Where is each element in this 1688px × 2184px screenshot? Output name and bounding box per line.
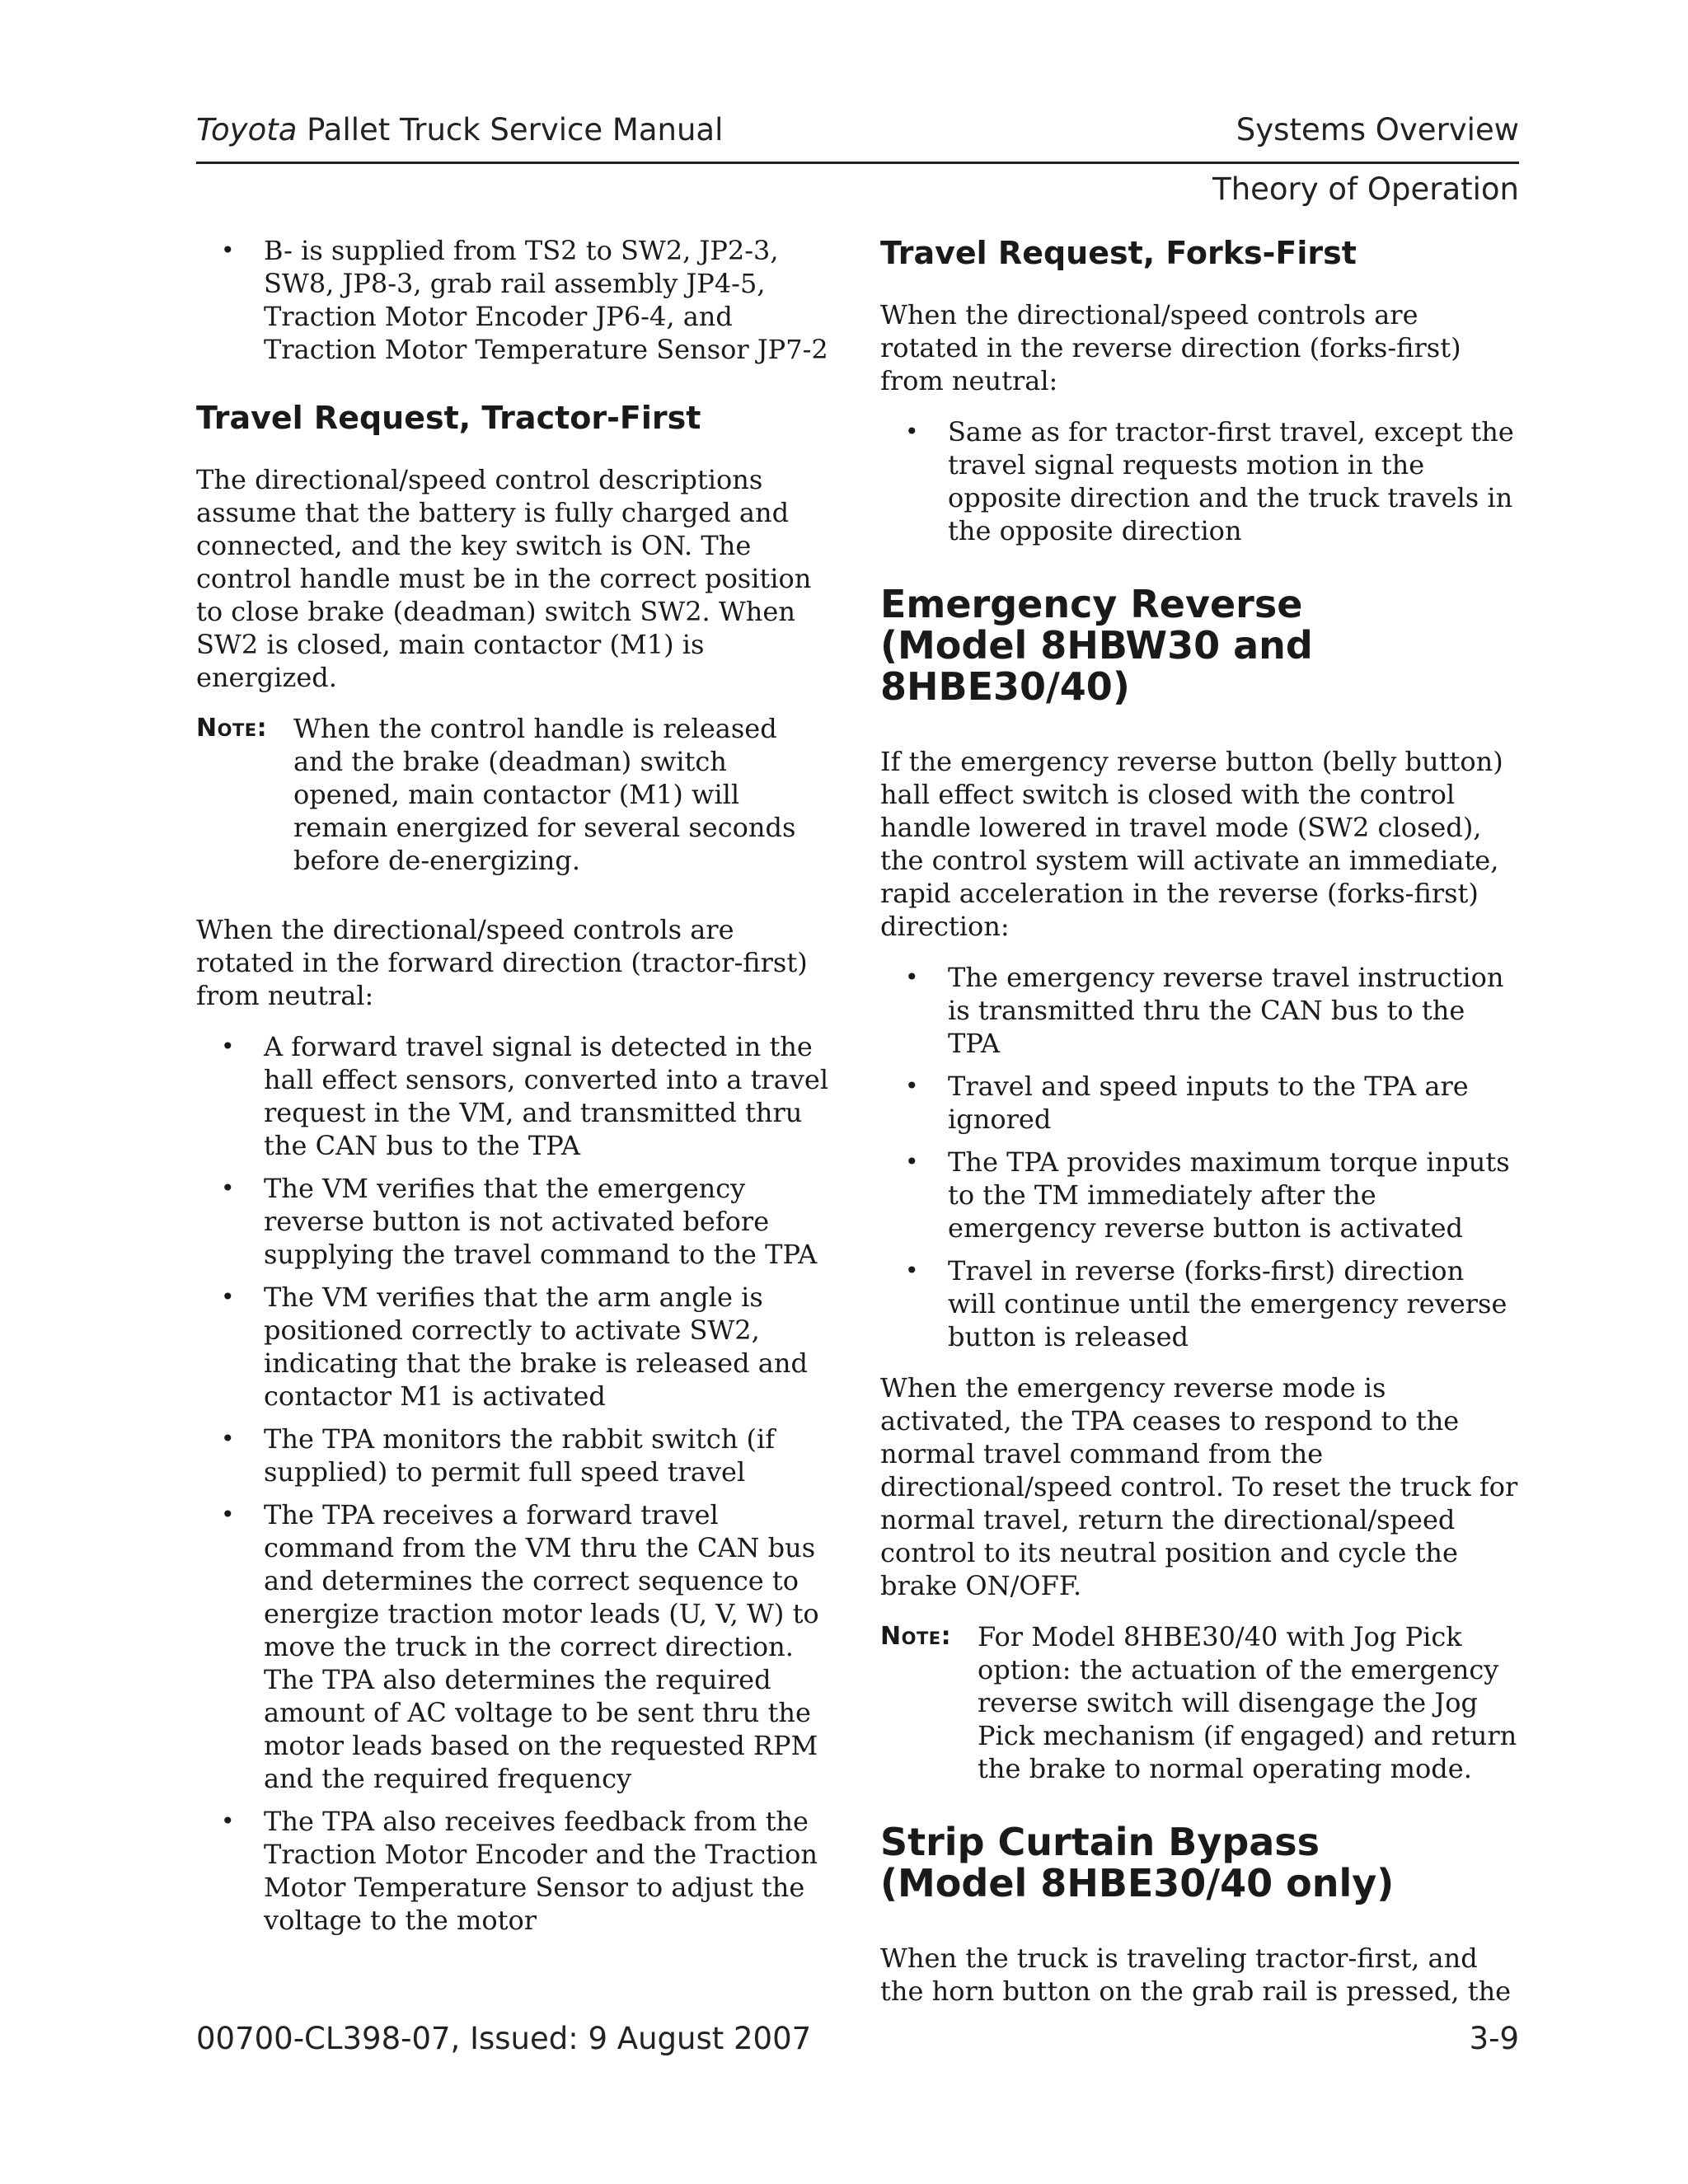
heading-line: Strip Curtain Bypass (880, 1820, 1320, 1864)
left-column (196, 234, 831, 1955)
paragraph: When the emergency reverse mode is activated, the TPA ceases to respond to the normal travel command from the directional/speed control. To reset the truck for normal travel, return the directional/speed control to its neutral position and cycle the brake ON/OFF. (880, 1372, 1518, 1601)
note-text: When the control handle is released and the brake (deadman) switch opened, main contactor (M1) will remain energized for several seconds before de-energizing. (293, 713, 796, 876)
intro-bullet-list (196, 234, 831, 366)
note (880, 1620, 1519, 1785)
running-header-title (196, 112, 723, 148)
heading-line: 8HBE30/40) (880, 664, 1130, 709)
list-item-text: Travel and speed inputs to the TPA are ignored (948, 1071, 1469, 1135)
paragraph: When the truck is traveling tractor-first, and the horn button on the grab rail is pressed, the (880, 1943, 1512, 2007)
note-label: Note: (196, 714, 268, 743)
paragraph: When the directional/speed controls are rotated in the forward direction (tractor-first) from neutral: (196, 914, 808, 1011)
paragraph: The directional/speed control descriptions assume that the battery is fully charged and connected, and the key switch is ON. The control handle must be in the correct position to close brake (deadman) switch SW2. When SW2 is closed, main contactor (M1) is energized. (196, 464, 812, 693)
list-item-text: The TPA receives a forward travel command from the VM thru the CAN bus and determines the correct sequence to energize traction motor leads (U, V, W) to move the truck in the correct direction. The TPA also determines the required amount of AC voltage to be sent thru the motor leads based on the requested RPM and the required frequency (264, 1499, 819, 1794)
list-item (196, 1281, 831, 1413)
running-header-subsection: Theory of Operation (1212, 171, 1519, 207)
list-item (880, 1146, 1519, 1244)
list-item (880, 961, 1519, 1060)
list-item (196, 1030, 831, 1162)
bullet-icon: • (221, 1425, 235, 1452)
tractor-first-bullet-list (196, 1030, 831, 1937)
bullet-icon: • (905, 418, 919, 445)
heading-emergency-reverse (880, 583, 1519, 707)
heading-line: (Model 8HBW30 and (880, 623, 1313, 668)
list-item-text: The emergency reverse travel instruction is transmitted thru the CAN bus to the TPA (948, 962, 1504, 1059)
list-item-text: Same as for tractor-first travel, except the travel signal requests motion in the opposite direction and the truck travels in the opposite direction (948, 416, 1514, 546)
brand-name: Toyota (196, 112, 298, 148)
bullet-icon: • (905, 1257, 919, 1284)
emergency-reverse-bullet-list (880, 961, 1519, 1353)
list-item-text: B- is supplied from TS2 to SW2, JP2-3, SW8, JP8-3, grab rail assembly JP4-5, Traction Motor Encoder JP6-4, and Traction Motor Temperature Sensor JP7-2 (264, 235, 828, 365)
heading-line: (Model 8HBE30/40 only) (880, 1861, 1395, 1905)
paragraph: When the directional/speed controls are rotated in the reverse direction (forks-first) from neutral: (880, 299, 1461, 396)
note-text: For Model 8HBE30/40 with Jog Pick option: the actuation of the emergency reverse switch will disengage the Jog Pick mechanism (if engaged) and return the brake to normal operating mode. (978, 1621, 1517, 1784)
footer-page-number: 3-9 (1469, 2021, 1519, 2056)
list-item (196, 234, 831, 366)
list-item-text: A forward travel signal is detected in the hall effect sensors, converted into a travel request in the VM, and transmitted thru the CAN bus to the TPA (264, 1031, 829, 1161)
list-item (196, 1172, 831, 1271)
list-item-text: The TPA also receives feedback from the Traction Motor Encoder and the Traction Motor Temperature Sensor to adjust the voltage to the motor (264, 1806, 818, 1936)
list-item (196, 1422, 831, 1488)
list-item (880, 1070, 1519, 1136)
bullet-icon: • (905, 963, 919, 991)
bullet-icon: • (905, 1072, 919, 1099)
footer-document-id: 00700-CL398-07, Issued: 9 August 2007 (196, 2021, 812, 2056)
heading-tractor-first: Travel Request, Tractor-First (196, 400, 701, 436)
heading-strip-curtain-bypass (880, 1821, 1519, 1904)
list-item-text: The VM verifies that the arm angle is positioned correctly to activate SW2, indicating that the brake is released and contactor M1 is activated (264, 1282, 808, 1412)
heading-forks-first: Travel Request, Forks-First (880, 235, 1357, 271)
list-item-text: The TPA monitors the rabbit switch (if supplied) to permit full speed travel (264, 1423, 776, 1488)
manual-title: Pallet Truck Service Manual (297, 112, 724, 148)
note (196, 712, 831, 877)
bullet-icon: • (221, 1501, 235, 1528)
heading-line: Emergency Reverse (880, 582, 1303, 626)
forks-first-bullet-list (880, 415, 1519, 547)
list-item (880, 1254, 1519, 1353)
bullet-icon: • (221, 1283, 235, 1310)
list-item-text: Travel in reverse (forks-first) direction will continue until the emergency reverse button is released (948, 1255, 1507, 1352)
bullet-icon: • (221, 237, 235, 264)
right-column (880, 234, 1519, 2026)
list-item (880, 415, 1519, 547)
header-rule (196, 162, 1519, 164)
bullet-icon: • (221, 1033, 235, 1060)
paragraph: If the emergency reverse button (belly button) hall effect switch is closed with the control handle lowered in travel mode (SW2 closed), the control system will activate an immediate, rapid acceleration in the reverse (forks-first) direction: (880, 746, 1503, 942)
bullet-icon: • (905, 1148, 919, 1175)
bullet-icon: • (221, 1174, 235, 1202)
bullet-icon: • (221, 1807, 235, 1835)
list-item-text: The TPA provides maximum torque inputs to the TM immediately after the emergency reverse button is activated (948, 1146, 1510, 1244)
list-item-text: The VM verifies that the emergency reverse button is not activated before supplying the travel command to the TPA (264, 1173, 818, 1270)
running-header-section: Systems Overview (1236, 112, 1519, 148)
list-item (196, 1498, 831, 1795)
list-item (196, 1805, 831, 1937)
note-label: Note: (880, 1622, 952, 1651)
